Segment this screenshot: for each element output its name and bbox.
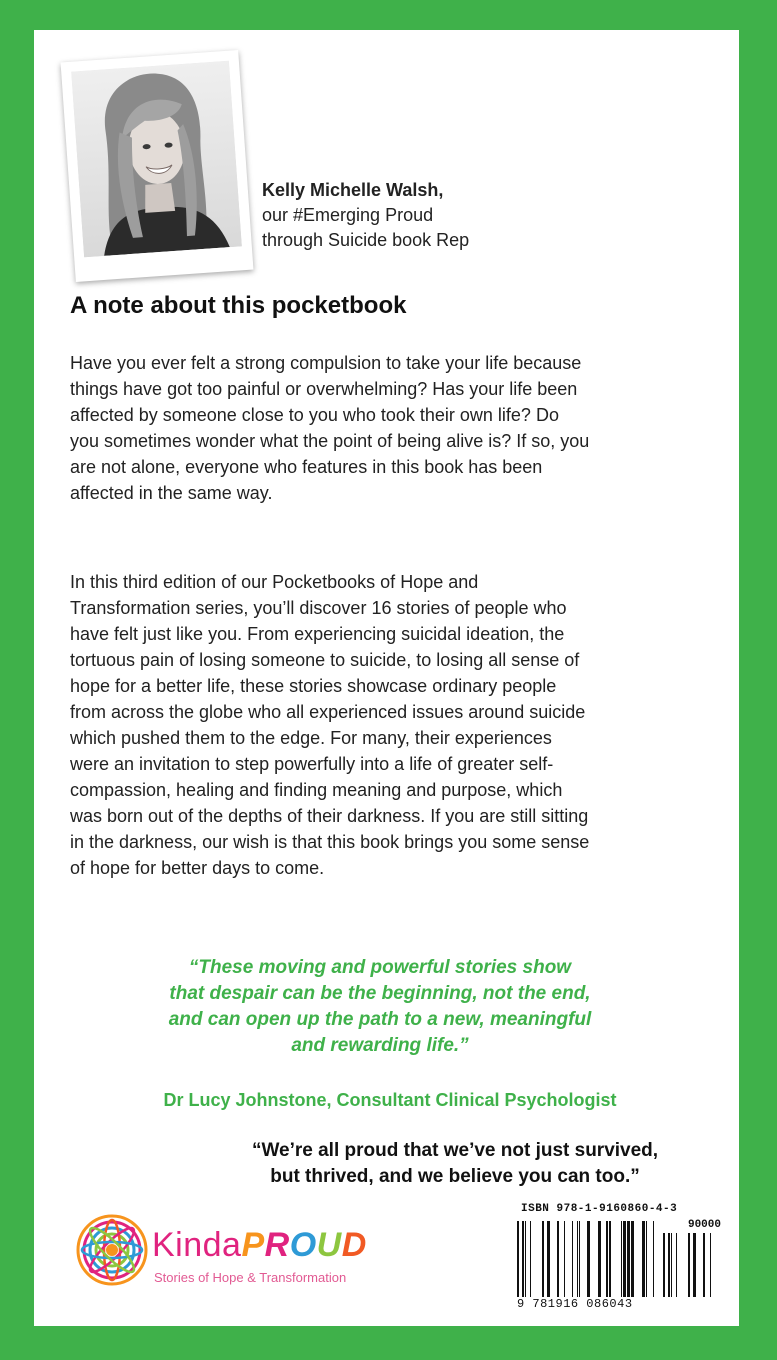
- rep-line-2: our #Emerging Proud: [262, 205, 434, 225]
- barcode-bar: [579, 1221, 580, 1297]
- barcode-bar: [668, 1233, 670, 1297]
- barcode-bar: [530, 1221, 531, 1297]
- barcode-bar: [642, 1221, 645, 1297]
- section-heading: A note about this pocketbook: [70, 292, 407, 319]
- barcode-bar: [542, 1221, 544, 1297]
- barcode-bar: [710, 1233, 711, 1297]
- logo-letter: U: [316, 1226, 342, 1264]
- logo-letter: P: [241, 1226, 265, 1264]
- quote-line: and can open up the path to a new, meaningful: [168, 1009, 592, 1030]
- barcode-bar: [609, 1221, 611, 1297]
- barcode-bars: [517, 1221, 657, 1297]
- barcode-addon-bars: [663, 1233, 719, 1297]
- barcode-bar: [623, 1221, 626, 1297]
- barcode-bar: [522, 1221, 524, 1297]
- isbn-barcode: [509, 1199, 727, 1314]
- barcode-bar: [703, 1233, 705, 1297]
- barcode-bar: [627, 1221, 630, 1297]
- quote-attribution: Dr Lucy Johnstone, Consultant Clinical Psychologist: [163, 1090, 617, 1110]
- barcode-bar: [693, 1233, 696, 1297]
- barcode-bar: [564, 1221, 565, 1297]
- endorsement-quote: [110, 955, 650, 1059]
- intro-paragraph: Have you ever felt a strong compulsion to take your life because things have got too painful or overwhelming? Has your life been affected by someone close to you who took their own life? Do you sometimes wonder what the point of being alive is? If so, you are not alone, everyone who features in this book has been affected in the same way.: [70, 353, 590, 503]
- barcode-bar: [676, 1233, 677, 1297]
- isbn-number: ISBN 978-1-9160860-4-3: [521, 1203, 678, 1215]
- barcode-bar: [646, 1221, 647, 1297]
- quote-line: “These moving and powerful stories show: [188, 957, 572, 978]
- barcode-bar: [557, 1221, 559, 1297]
- barcode-bar: [671, 1233, 672, 1297]
- barcode-bar: [621, 1221, 622, 1297]
- barcode-bar: [688, 1233, 690, 1297]
- barcode-bar: [631, 1221, 634, 1297]
- logo-letter: O: [289, 1226, 317, 1264]
- logo-kinda: Kinda: [152, 1226, 242, 1264]
- logo-wordmark: [152, 1226, 367, 1265]
- barcode-bar: [572, 1221, 573, 1297]
- flower-mandala-icon: [72, 1210, 152, 1290]
- rep-name: Kelly Michelle Walsh,: [262, 180, 444, 200]
- barcode-bar: [653, 1221, 654, 1297]
- quote-line: and rewarding life.”: [291, 1035, 469, 1056]
- barcode-bar: [525, 1221, 526, 1297]
- closing-quote-line: “We’re all proud that we’ve not just survived,: [251, 1140, 659, 1161]
- logo-letter: R: [264, 1226, 290, 1264]
- ean-digits: 9 781916 086043: [517, 1297, 633, 1311]
- logo-proud: [241, 1226, 366, 1264]
- barcode-bar: [547, 1221, 550, 1297]
- rep-line-3: through Suicide book Rep: [262, 230, 470, 250]
- edition-paragraph: In this third edition of our Pocketbooks of Hope and Transformation series, you’ll discover 16 stories of people who have felt just like you. From experiencing suicidal ideation, the tortuous pain of losing someone to suicide, to losing all sense of hope for a better life, these stories showcase ordinary people from across the globe who all experienced issues around suicide which pushed them to the edge. For many, their experiences were an invitation to step powerfully into a life of greater self-compassion, healing and finding meaning and purpose, which was born out of the depths of their darkness. If you are still sitting in the darkness, our wish is that this book brings you some sense of hope for better days to come.: [70, 572, 590, 878]
- barcode-bar: [663, 1233, 665, 1297]
- barcode-bar: [517, 1221, 519, 1297]
- logo-letter: D: [341, 1226, 367, 1264]
- portrait-image: [71, 61, 242, 258]
- barcode-bar: [577, 1221, 578, 1297]
- kindaproud-logo: [72, 1210, 412, 1305]
- closing-quote: [230, 1138, 680, 1190]
- author-photo: [61, 50, 254, 282]
- barcode-bar: [587, 1221, 590, 1297]
- price-code: 90000: [687, 1219, 721, 1231]
- barcode-bar: [606, 1221, 608, 1297]
- book-rep-caption: [262, 178, 469, 253]
- quote-line: that despair can be the beginning, not the end,: [169, 983, 591, 1004]
- barcode-bar: [598, 1221, 601, 1297]
- logo-tagline: Stories of Hope & Transformation: [154, 1270, 347, 1285]
- closing-quote-line: but thrived, and we believe you can too.”: [270, 1166, 640, 1187]
